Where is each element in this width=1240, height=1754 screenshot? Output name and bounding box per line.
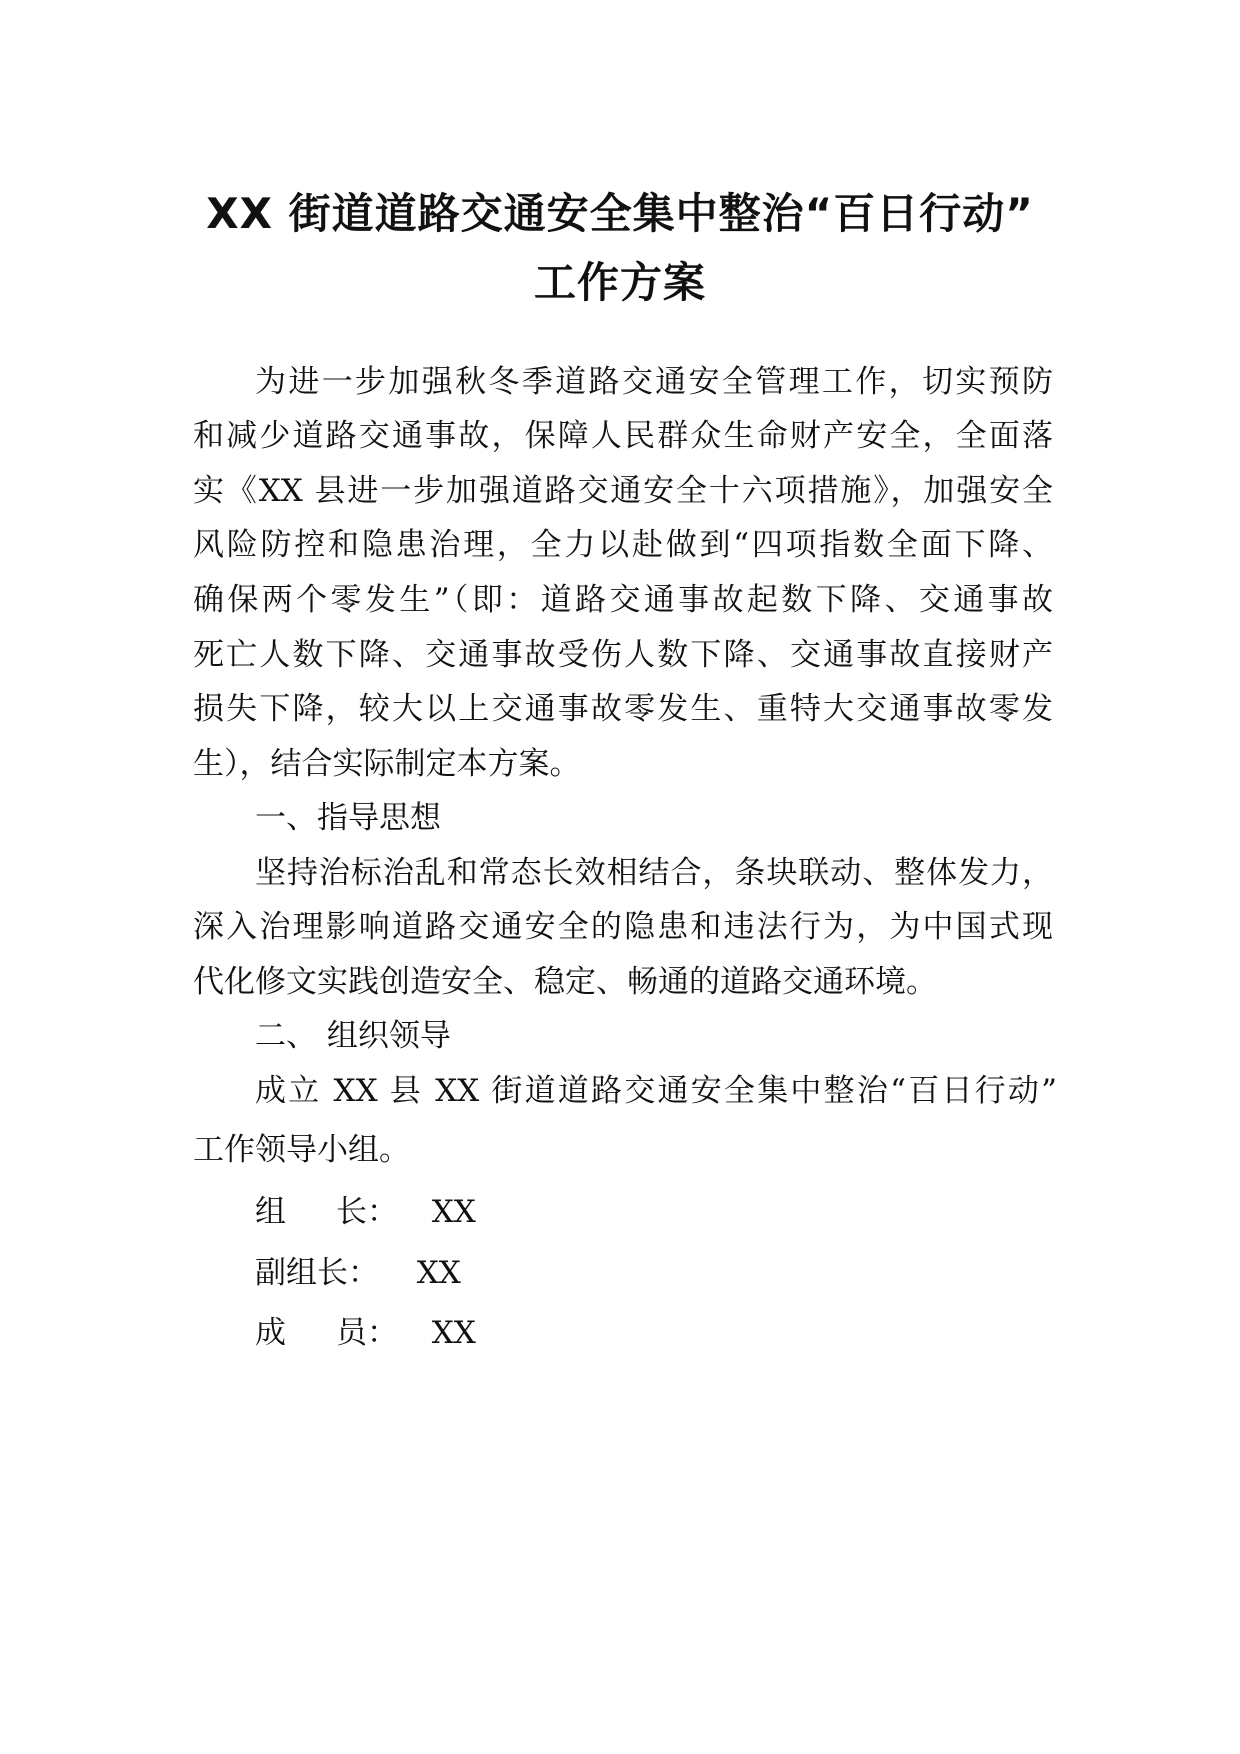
section-heading: 二、 组织领导	[255, 1018, 451, 1054]
document-title-line1: XX 街道道路交通安全集中整治“百日行动”	[206, 189, 1034, 238]
leader-role: 长：	[336, 1194, 398, 1230]
leader-name: XX	[416, 1255, 461, 1291]
section2-line: 成立 XX 县 XX 街道道路交通安全集中整治“百日行动”	[255, 1073, 1057, 1109]
leader-role: 副组长：	[255, 1255, 379, 1291]
intro-line: 风险防控和隐患治理，全力以赴做到“四项指数全面下降、	[193, 527, 1053, 563]
section1-line: 坚持治标治乱和常态长效相结合，条块联动、整体发力，	[255, 855, 1053, 891]
intro-line: 损失下降，较大以上交通事故零发生、重特大交通事故零发	[193, 691, 1053, 727]
intro-line: 为进一步加强秋冬季道路交通安全管理工作，切实预防	[255, 364, 1053, 400]
leader-role: 员：	[336, 1315, 398, 1351]
intro-line: 确保两个零发生”（即：道路交通事故起数下降、交通事故	[193, 582, 1053, 618]
leader-row	[255, 1253, 461, 1293]
leader-name: XX	[431, 1194, 476, 1230]
leader-name: XX	[431, 1315, 476, 1351]
intro-line: 死亡人数下降、交通事故受伤人数下降、交通事故直接财产	[193, 637, 1053, 673]
leader-row	[255, 1313, 476, 1353]
section1-line: 代化修文实践创造安全、稳定、畅通的道路交通环境。	[193, 964, 937, 1000]
leader-role: 组	[255, 1194, 286, 1230]
section2-line: 工作领导小组。	[193, 1132, 410, 1168]
section-heading: 一、指导思想	[255, 800, 441, 836]
intro-line: 实《XX 县进一步加强道路交通安全十六项措施》，加强安全	[193, 473, 1053, 509]
section1-line: 深入治理影响道路交通安全的隐患和违法行为，为中国式现	[193, 909, 1053, 945]
intro-line: 和减少道路交通事故，保障人民群众生命财产安全，全面落	[193, 418, 1053, 454]
intro-line: 生），结合实际制定本方案。	[193, 746, 581, 782]
leader-role: 成	[255, 1315, 286, 1351]
document-title-line2: 工作方案	[533, 258, 706, 307]
leader-row	[255, 1192, 476, 1232]
